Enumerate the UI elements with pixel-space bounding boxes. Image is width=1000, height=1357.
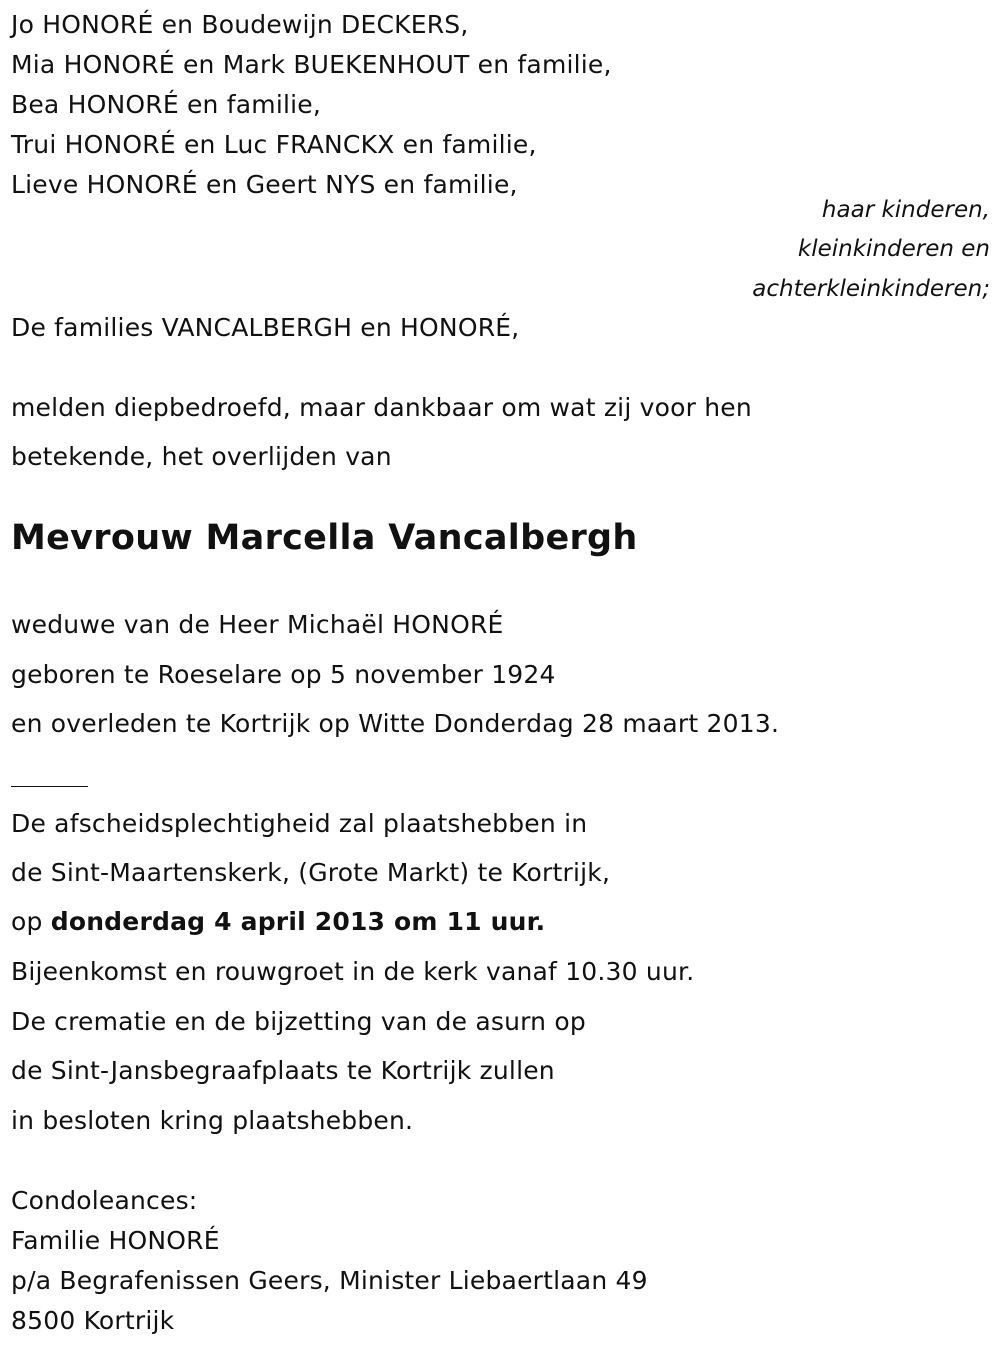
family-line: Trui HONORÉ en Luc FRANCKX en familie, [11, 130, 537, 159]
ceremony-line: de Sint-Maartenskerk, (Grote Markt) te Kortrijk, [11, 858, 611, 887]
divider [11, 786, 88, 787]
announce-line: melden diepbedroefd, maar dankbaar om wat zij voor hen [11, 393, 752, 422]
ceremony-line: de Sint-Jansbegraafplaats te Kortrijk zullen [11, 1056, 555, 1085]
families-line: De families VANCALBERGH en HONORÉ, [11, 313, 520, 342]
ceremony-date: donderdag 4 april 2013 om 11 uur. [50, 907, 546, 936]
relation-line: achterkleinkinderen; [752, 276, 990, 302]
life-line: weduwe van de Heer Michaël HONORÉ [11, 610, 504, 639]
family-line: Jo HONORÉ en Boudewijn DECKERS, [11, 10, 469, 39]
life-line: en overleden te Kortrijk op Witte Donderdag 28 maart 2013. [11, 709, 780, 738]
life-line: geboren te Roeselare op 5 november 1924 [11, 660, 556, 689]
ceremony-line: in besloten kring plaatshebben. [11, 1106, 414, 1135]
family-line: Mia HONORÉ en Mark BUEKENHOUT en familie, [11, 50, 612, 79]
deceased-name: Mevrouw Marcella Vancalbergh [11, 518, 638, 558]
announce-line: betekende, het overlijden van [11, 442, 392, 471]
condolences-name: Familie HONORÉ [11, 1226, 220, 1255]
ceremony-date-line [11, 907, 545, 937]
relation-line: haar kinderen, [821, 197, 990, 223]
ceremony-line: De crematie en de bijzetting van de asurn op [11, 1007, 586, 1036]
condolences-address: p/a Begrafenissen Geers, Minister Liebaertlaan 49 [11, 1266, 648, 1295]
ceremony-date-prefix: op [11, 907, 51, 936]
family-line: Bea HONORÉ en familie, [11, 90, 321, 119]
ceremony-line: De afscheidsplechtigheid zal plaatshebben in [11, 809, 588, 838]
condolences-heading: Condoleances: [11, 1186, 198, 1215]
family-line: Lieve HONORÉ en Geert NYS en familie, [11, 170, 518, 199]
relation-line: kleinkinderen en [797, 236, 990, 262]
condolences-city: 8500 Kortrijk [11, 1306, 175, 1335]
ceremony-line: Bijeenkomst en rouwgroet in de kerk vanaf 10.30 uur. [11, 957, 695, 986]
